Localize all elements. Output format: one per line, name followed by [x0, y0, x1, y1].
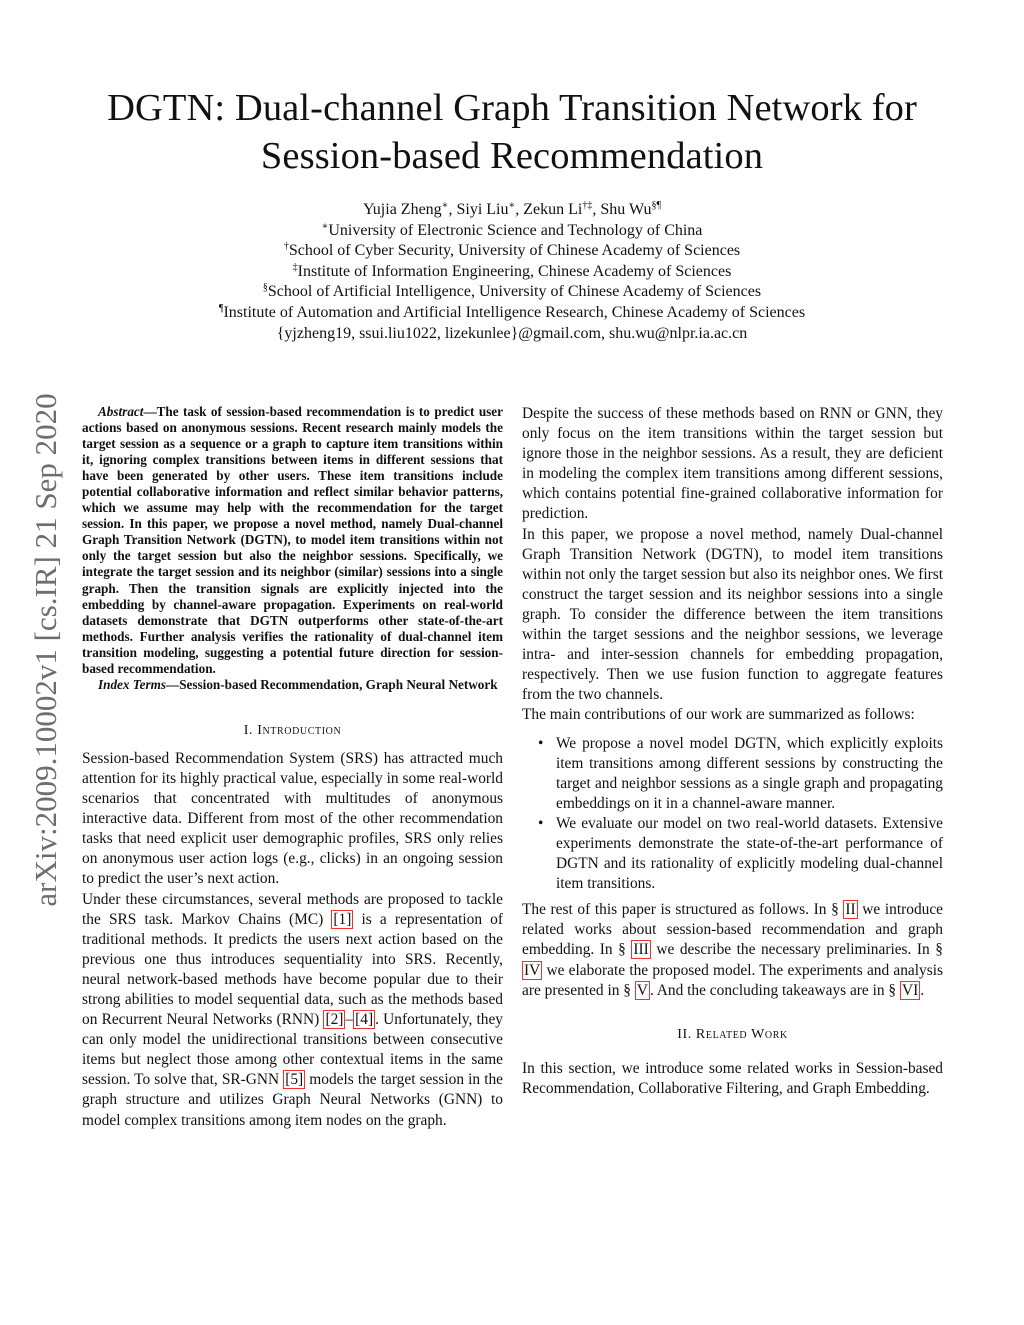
contributions-list	[522, 734, 943, 895]
title-line-2: Session-based Recommendation	[260, 135, 764, 177]
section-heading-introduction	[82, 723, 503, 739]
affiliation-mark: ¶	[218, 302, 224, 314]
affiliation-mark: ‡	[292, 261, 298, 273]
bullet-icon: •	[538, 814, 544, 832]
list-item	[538, 734, 943, 814]
paper-structure-paragraph	[522, 900, 943, 1000]
author-name: Shu Wu	[600, 201, 652, 218]
paragraph-text: –	[345, 1011, 354, 1029]
contributions-intro: The main contributions of our work are summarized as follows:	[522, 706, 915, 724]
intro-paragraph-1: Session-based Recommendation System (SRS) has attracted much attention for its highly practical value, especially in some real-world scenarios that concentrated with multitudes of anonymous interactive data. Different from most of the other recommendation tasks that need explicit user demographic profiles, SRS only relies on anonymous user action logs (e.g., clicks) in an ongoing session to predict the user’s next action.	[82, 749, 503, 888]
author-mark: †‡	[582, 200, 593, 211]
citation-link[interactable]: [4]	[355, 1011, 374, 1029]
index-terms	[82, 677, 503, 693]
paper-title	[40, 84, 984, 180]
affiliation	[0, 241, 1024, 262]
paragraph-text: The rest of this paper is structured as follows. In §	[522, 901, 844, 919]
paragraph-text: .	[920, 981, 925, 999]
section-title: Introduction	[257, 722, 342, 738]
abstract	[82, 404, 503, 677]
abstract-heading: Abstract	[98, 404, 144, 419]
author-mark: ∗	[441, 200, 449, 211]
section-heading-related-work	[522, 1027, 943, 1043]
affiliation	[0, 221, 1024, 242]
section-link[interactable]: VI	[901, 981, 919, 999]
paragraph-text: . And the concluding takeaways are in §	[649, 981, 900, 999]
author-emails: {yjzheng19, ssui.liu1022, lizekunlee}@gmail.com, shu.wu@nlpr.ia.ac.cn	[276, 324, 748, 342]
citation-link[interactable]: [1]	[333, 910, 352, 928]
section-link[interactable]: II	[845, 901, 856, 919]
right-column	[522, 404, 943, 1099]
author-separator: ,	[592, 201, 601, 218]
author-name: Siyi Liu	[456, 201, 509, 218]
affiliation-text: School of Artificial Intelligence, University of Chinese Academy of Sciences	[267, 283, 762, 301]
author-block	[0, 200, 1024, 344]
index-terms-text: Session-based Recommendation, Graph Neural Network	[179, 676, 498, 692]
section-link[interactable]: V	[636, 981, 648, 999]
affiliation-text: University of Electronic Science and Technology of China	[328, 221, 703, 239]
section-title: Related Work	[695, 1026, 788, 1042]
left-column	[82, 404, 503, 1131]
author-name: Zekun Li	[523, 201, 583, 218]
paragraph-text: . Unfortunately, they can only model the unidirectional transitions between consecutive items but neglect those among other contextual items in the same session. To solve that, SR-GNN	[82, 1011, 503, 1089]
paragraph-text: we introduce related works about session-based recommendation and graph embedding. In §	[522, 901, 944, 959]
section-number: I.	[243, 722, 254, 738]
index-terms-heading: Index Terms	[98, 676, 167, 692]
arxiv-stamp: arXiv:2009.10002v1 [cs.IR] 21 Sep 2020	[28, 393, 63, 907]
affiliation	[0, 303, 1024, 324]
affiliation-mark: †	[283, 241, 289, 253]
intro-paragraph-3: Despite the success of these methods based on RNN or GNN, they only focus on the item transitions within the target session but ignore those in the neighbor sessions. As a result, they are deficient in modeling the complex item transitions among different sessions, which contains potential fine-grained collaborative information for prediction.	[522, 405, 943, 523]
bullet-icon: •	[538, 734, 544, 752]
intro-paragraph-4: In this paper, we propose a novel method, namely Dual-channel Graph Transition Network (DGTN), to model item transitions within not only the target session but also its neighbor ones. We first construct the target session and its neighbor sessions into a single graph. To consider the difference between the item transitions within the target sessions and the neighbor sessions, we leverage intra- and inter-session channels for embedding propagation, respectively. Then we use fusion function to aggregate features from the two channels.	[522, 525, 943, 704]
affiliation	[0, 282, 1024, 303]
title-line-1: DGTN: Dual-channel Graph Transition Network for	[107, 87, 917, 129]
paragraph-text: we describe the necessary preliminaries. In §	[650, 941, 943, 959]
paragraph-text: Under these circumstances, several methods are proposed to tackle the SRS task. Markov Chains (MC)	[82, 890, 503, 928]
author-mark: ∗	[508, 200, 516, 211]
abstract-dash: —	[143, 404, 157, 419]
section-number: II.	[677, 1026, 692, 1042]
affiliation-mark: §	[262, 282, 268, 294]
list-item-text: We propose a novel model DGTN, which explicitly exploits item transitions among different sessions by constructing the target and neighbor sessions as a single graph and propagating embeddings on it in a channel-aware manner.	[556, 734, 943, 812]
affiliation-text: Institute of Automation and Artificial Intelligence Research, Chinese Academy of Sciences	[223, 303, 806, 321]
author-separator: ,	[515, 201, 524, 218]
list-item	[538, 814, 943, 894]
author-separator: ,	[448, 201, 457, 218]
affiliation-text: School of Cyber Security, University of Chinese Academy of Sciences	[288, 242, 741, 260]
paragraph-text: we elaborate the proposed model. The experiments and analysis are presented in §	[522, 961, 943, 999]
author-mark: §¶	[651, 200, 661, 211]
list-item-text: We evaluate our model on two real-world datasets. Extensive experiments demonstrate the state-of-the-art performance of DGTN and its rationality of explicitly modeling dual-channel item transitions.	[556, 814, 943, 893]
abstract-text: The task of session-based recommendation is to predict user actions based on anonymous sessions. Recent research mainly models the target session as a sequence or a graph to capture item transitions within it, ignoring complex transitions between items in different sessions that have been generated by other users. These item transitions include potential collaborative information and reflect similar behavior patterns, which we assume may help with the recommendation for the target session. In this paper, we propose a novel method, namely Dual-channel Graph Transition Network (DGTN), to model item transitions within not only the target session but also the neighbor sessions. Specifically, we integrate the target session and its neighbor (similar) sessions into a single graph. Then the transition signals are explicitly injected into the embedding by channel-aware propagation. Experiments on real-world datasets demonstrate that DGTN outperforms other state-of-the-art methods. Further analysis verifies the rationality of dual-channel item transition modeling, suggesting a potential future direction for session-based recommendation.	[82, 404, 503, 676]
affiliation-mark: ∗	[321, 220, 329, 232]
paragraph-text: is a representation of traditional methods. It predicts the users next action based on the previous one thus introduces sequentiality into SRS. Recently, neural network-based methods have become popular due to their strong abilities to model sequential data, such as the methods based on Recurrent Neural Networks (RNN)	[82, 910, 503, 1029]
related-work-paragraph: In this section, we introduce some related works in Session-based Recommendation, Collaborative Filtering, and Graph Embedding.	[522, 1059, 943, 1097]
intro-paragraph-2	[82, 890, 503, 1131]
paragraph-text: models the target session in the graph structure and utilizes Graph Neural Networks (GNN) to model complex transitions among item nodes on the graph.	[82, 1071, 503, 1129]
citation-link[interactable]: [2]	[325, 1011, 344, 1029]
section-link[interactable]: IV	[524, 961, 541, 979]
section-link[interactable]: III	[633, 941, 649, 959]
citation-link[interactable]: [5]	[285, 1071, 304, 1089]
affiliation	[0, 262, 1024, 283]
author-names	[0, 200, 1024, 221]
index-terms-dash: —	[166, 676, 180, 692]
affiliation-text: Institute of Information Engineering, Chinese Academy of Sciences	[297, 262, 732, 280]
author-name: Yujia Zheng	[363, 201, 442, 218]
